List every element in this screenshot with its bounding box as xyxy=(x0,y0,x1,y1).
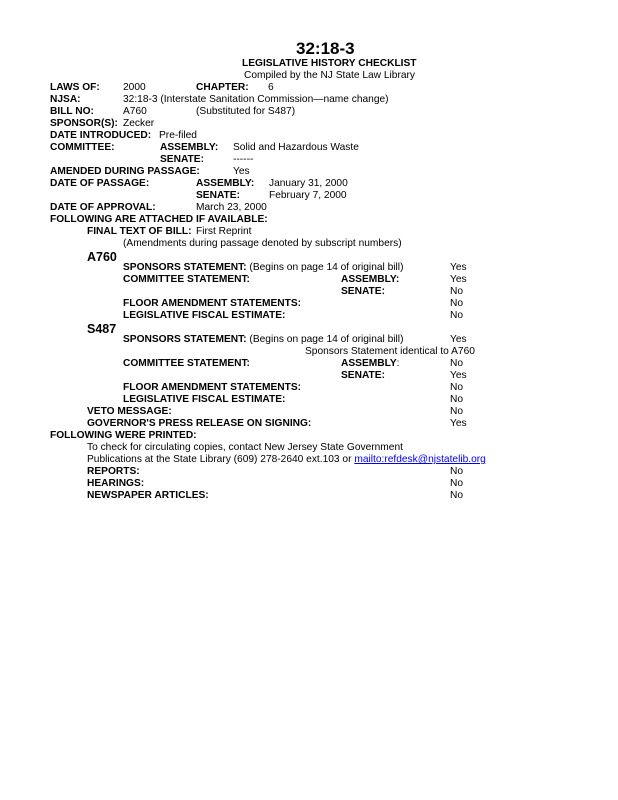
a760-sponsors-label: SPONSORS STATEMENT: xyxy=(123,262,247,273)
a760-floor-value: No xyxy=(450,298,464,309)
hearings-label: HEARINGS: xyxy=(87,478,145,489)
press-release-label: GOVERNOR'S PRESS RELEASE ON SIGNING: xyxy=(87,418,312,429)
committee-label: COMMITTEE: xyxy=(50,142,115,153)
bill-substitution-note: (Substituted for S487) xyxy=(196,106,296,117)
s487-assembly-value: No xyxy=(450,358,464,369)
a760-fiscal-label: LEGISLATIVE FISCAL ESTIMATE: xyxy=(123,310,286,321)
committee-senate-value: ------ xyxy=(233,154,254,165)
a760-senate-value: No xyxy=(450,286,464,297)
s487-assembly-row xyxy=(341,359,400,369)
a760-heading: A760 xyxy=(87,250,117,264)
a760-sponsors-note: (Begins on page 14 of original bill) xyxy=(249,262,404,273)
s487-sponsors-note: (Begins on page 14 of original bill) xyxy=(249,334,404,345)
passage-senate-label: SENATE: xyxy=(196,190,240,201)
date-of-approval-value: March 23, 2000 xyxy=(196,202,267,213)
veto-value: No xyxy=(450,406,464,417)
press-release-value: Yes xyxy=(450,418,467,429)
s487-senate-value: Yes xyxy=(450,370,467,381)
printed-line2-row xyxy=(87,455,486,465)
s487-identical-note: Sponsors Statement identical to A760 xyxy=(305,346,475,357)
s487-floor-value: No xyxy=(450,382,464,393)
chapter-value: 6 xyxy=(268,82,274,93)
attached-heading: FOLLOWING ARE ATTACHED IF AVAILABLE: xyxy=(50,214,268,225)
page-subtitle: LEGISLATIVE HISTORY CHECKLIST xyxy=(242,58,417,69)
date-introduced-value: Pre-filed xyxy=(159,130,197,141)
s487-assembly-colon: : xyxy=(396,358,400,369)
final-text-note: (Amendments during passage denoted by subscript numbers) xyxy=(123,238,402,249)
passage-senate-value: February 7, 2000 xyxy=(269,190,347,201)
laws-of-label: LAWS OF: xyxy=(50,82,100,93)
bill-no-label: BILL NO: xyxy=(50,106,94,117)
a760-assembly-label: ASSEMBLY: xyxy=(341,274,400,285)
date-of-passage-label: DATE OF PASSAGE: xyxy=(50,178,150,189)
passage-assembly-value: January 31, 2000 xyxy=(269,178,348,189)
s487-assembly-label: ASSEMBLY xyxy=(341,358,397,369)
s487-sponsors-value: Yes xyxy=(450,334,467,345)
printed-line2: Publications at the State Library (609) 278-2640 ext.103 or xyxy=(87,454,352,465)
laws-of-value: 2000 xyxy=(123,82,146,93)
compiled-by: Compiled by the NJ State Law Library xyxy=(244,70,416,81)
njsa-label: NJSA: xyxy=(50,94,81,105)
amended-label: AMENDED DURING PASSAGE: xyxy=(50,166,200,177)
newspaper-articles-label: NEWSPAPER ARTICLES: xyxy=(87,490,209,501)
sponsor-value: Zecker xyxy=(123,118,155,129)
s487-floor-label: FLOOR AMENDMENT STATEMENTS: xyxy=(123,382,302,393)
newspaper-articles-value: No xyxy=(450,490,464,501)
reports-label: REPORTS: xyxy=(87,466,140,477)
a760-sponsors-value: Yes xyxy=(450,262,467,273)
sponsor-label: SPONSOR(S): xyxy=(50,118,118,129)
s487-heading: S487 xyxy=(87,322,117,336)
a760-floor-label: FLOOR AMENDMENT STATEMENTS: xyxy=(123,298,302,309)
s487-sponsors-row xyxy=(123,335,403,345)
passage-assembly-label: ASSEMBLY: xyxy=(196,178,255,189)
a760-assembly-value: Yes xyxy=(450,274,467,285)
page-title: 32:18-3 xyxy=(296,39,355,58)
committee-assembly-label: ASSEMBLY: xyxy=(160,142,219,153)
a760-committee-label: COMMITTEE STATEMENT: xyxy=(123,274,250,285)
s487-fiscal-label: LEGISLATIVE FISCAL ESTIMATE: xyxy=(123,394,286,405)
committee-senate-label: SENATE: xyxy=(160,154,204,165)
s487-sponsors-label: SPONSORS STATEMENT: xyxy=(123,334,247,345)
hearings-value: No xyxy=(450,478,464,489)
chapter-label: CHAPTER: xyxy=(196,82,249,93)
s487-fiscal-value: No xyxy=(450,394,464,405)
refdesk-email-link[interactable]: mailto:refdesk@njstatelib.org xyxy=(354,454,486,465)
veto-label: VETO MESSAGE: xyxy=(87,406,172,417)
committee-assembly-value: Solid and Hazardous Waste xyxy=(233,142,359,153)
final-text-label: FINAL TEXT OF BILL: xyxy=(87,226,192,237)
reports-value: No xyxy=(450,466,464,477)
final-text-value: First Reprint xyxy=(196,226,252,237)
bill-no-value: A760 xyxy=(123,106,147,117)
date-of-approval-label: DATE OF APPROVAL: xyxy=(50,202,156,213)
date-introduced-label: DATE INTRODUCED: xyxy=(50,130,152,141)
s487-senate-label: SENATE: xyxy=(341,370,385,381)
a760-senate-label: SENATE: xyxy=(341,286,385,297)
a760-fiscal-value: No xyxy=(450,310,464,321)
printed-line1: To check for circulating copies, contact New Jersey State Government xyxy=(87,442,403,453)
printed-heading: FOLLOWING WERE PRINTED: xyxy=(50,430,197,441)
a760-sponsors-row xyxy=(123,263,403,273)
s487-committee-label: COMMITTEE STATEMENT: xyxy=(123,358,250,369)
njsa-value: 32:18-3 (Interstate Sanitation Commission—name change) xyxy=(123,94,389,105)
amended-value: Yes xyxy=(233,166,250,177)
